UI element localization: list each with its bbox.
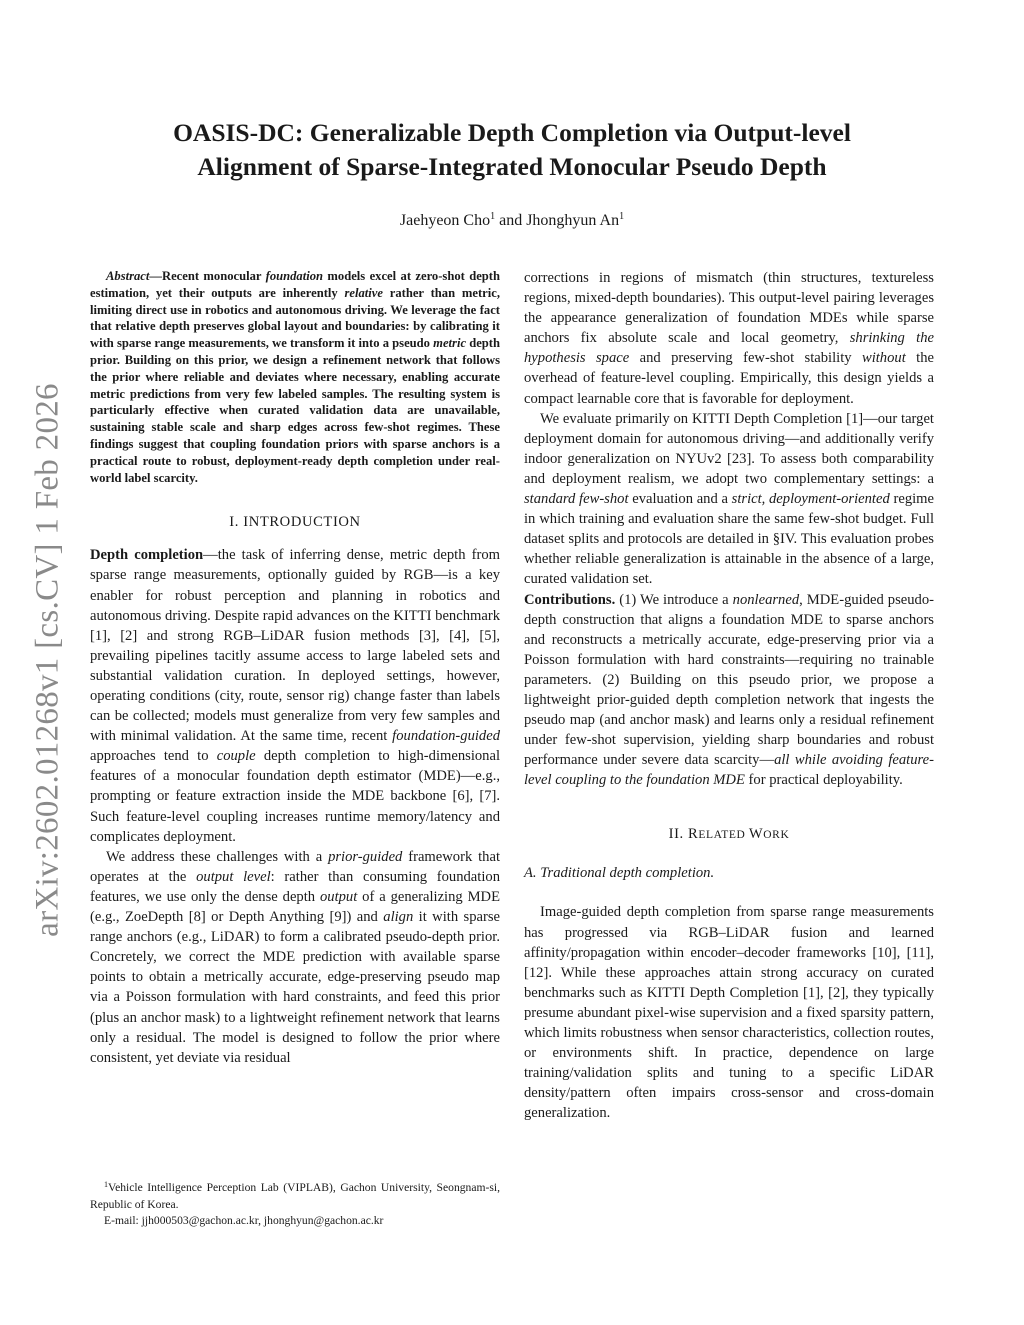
title-line-2: Alignment of Sparse-Integrated Monocular Pseudo Depth: [197, 152, 827, 181]
footnote: [90, 1180, 500, 1230]
emphasis: output level: [196, 868, 271, 885]
heading-part: ELATED: [698, 829, 749, 842]
heading-part: ORK: [763, 829, 790, 842]
footnote-text: Vehicle Intelligence Perception Lab (VIPLAB), Gachon University, Seongnam-si, Republic of Korea.: [90, 1181, 500, 1211]
author-conjunction: and: [495, 212, 527, 229]
paragraph-text: , MDE-guided pseudo-depth construction that aligns a foundation MDE to sparse anchors and reconstructs a metrically accurate, edge-preserving prior via a Poisson formulation with hard constraints—requiring no trainable parameters. (2) Building on this pseudo prior, we propose a lightweight prior-guided depth completion network that ingests the pseudo map (and anchor mask) and learns only a residual refinement under few-shot supervision, yielding sharp boundaries and robust performance under severe data scarcity—: [524, 591, 934, 769]
section-heading-introduction: I. INTRODUCTION: [229, 514, 361, 531]
heading-part: R: [688, 826, 699, 843]
paragraph-text: (1) We introduce a: [615, 591, 733, 608]
emphasis: strict, deployment-oriented: [731, 491, 890, 508]
contributions-paragraph: [524, 590, 934, 791]
heading-part: II.: [668, 826, 689, 843]
inline-heading: Contributions.: [524, 591, 616, 608]
affiliation-mark: 1: [619, 211, 625, 222]
paragraph-text: —the task of inferring dense, metric depth from sparse range measurements, optionally guided by RGB—is a key enabler for robust perception and planning in robotics and autonomous driving. Despite rapid advances on the KITTI benchmark [1], [2] and strong RGB–LiDAR fusion methods [3], [4], [5], prevailing pipelines tacitly assume access to large labeled sets and substantial validation curation. In deployed settings, however, operating conditions (city, route, sensor rig) change faster than labels can be collected; models must generalize from very few samples and with minimal validation. At the same time, recent: [90, 547, 500, 745]
paragraph-text: and preserving few-shot stability: [629, 350, 862, 367]
author-list: [100, 210, 924, 232]
author-name: Jaehyeon Cho: [399, 212, 491, 229]
paragraph-text: approaches tend to: [90, 748, 217, 765]
footnote-affiliation: [90, 1180, 500, 1213]
paragraph-text: evaluation and a: [628, 491, 732, 508]
emphasis: shrinking the hypothesis space: [524, 330, 934, 367]
author-name: Jhonghyun An: [526, 212, 620, 229]
emphasis: all while avoiding feature-level coupling to the foundation MDE: [524, 752, 934, 789]
paragraph-text: depth completion to high-dimensional features of a monocular foundation depth estimator (MDE)—e.g., prompting or feature extraction inside the MDE backbone [6], [7]. Such feature-level coupling increases runtime memory/latency and complicates deployment.: [90, 748, 500, 845]
paragraph-text: it with sparse range anchors (e.g., LiDAR) to form a calibrated pseudo-depth prior. Concretely, we correct the MDE prediction with available sparse points to obtain a metrically accurate, edge-preserving pseudo map via a Poisson formulation with hard constraints, and feed this prior (plus an anchor mask) to a lightweight refinement network that learns only a residual. The model is designed to follow the prior where consistent, yet deviate via residual: [90, 909, 500, 1066]
title-line-1: OASIS-DC: Generalizable Depth Completion via Output-level: [173, 118, 851, 147]
emphasis: align: [383, 909, 414, 926]
intro-paragraph-2-continued: [524, 268, 934, 409]
arxiv-identifier: arXiv:2602.01268v1 [cs.CV] 1 Feb 2026: [29, 383, 66, 937]
intro-paragraph-2: [90, 847, 500, 1068]
paper-title: [100, 116, 924, 184]
paragraph-text: regime in which training and evaluation share the same few-shot budget. Full dataset splits and protocols are detailed in §IV. This evaluation probes whether reliable generalization is attainable in the absence of a large, curated validation set.: [524, 491, 934, 588]
paragraph-text: framework that operates at the: [90, 848, 500, 885]
paragraph-text: : rather than consuming foundation features, we use only the dense depth: [90, 868, 500, 905]
right-column: [524, 268, 934, 1123]
abstract-label: Abstract: [106, 269, 150, 283]
footnote-email: E-mail: jjh000503@gachon.ac.kr, jhonghyun@gachon.ac.kr: [104, 1214, 384, 1228]
abstract-emphasis: foundation: [265, 269, 324, 283]
subsection-heading: A. Traditional depth completion.: [524, 865, 715, 882]
intro-paragraph-3: [524, 409, 934, 590]
affiliation-mark: 1: [490, 211, 496, 222]
emphasis: couple: [216, 748, 256, 765]
paragraph-text: the overhead of feature-level coupling. Empirically, this design yields a compact learnable core that is favorable for deployment.: [524, 350, 934, 407]
paragraph-text: corrections in regions of mismatch (thin structures, textureless regions, mixed-depth boundaries). This output-level pairing leverages the appearance generalization of foundation MDEs while sparse anchors fix absolute scale and local geometry,: [524, 270, 934, 347]
abstract-emphasis: relative: [344, 285, 383, 300]
abstract-text: depth prior. Building on this prior, we design a refinement network that follows the prior where reliable and deviates where necessary, enabling accurate metric predictions from very few labeled samples. The resulting system is particularly effective when curated validation data are unavailable, sustaining stable scale and sharp edges across few-shot regimes. These findings suggest that coupling foundation priors with sparse anchors is a practical route to robust, deployment-ready depth completion under real-world label scarcity.: [90, 336, 500, 485]
footnote-mark: 1: [104, 1180, 108, 1189]
paragraph-text: for practical deployability.: [744, 772, 903, 789]
left-column: [90, 268, 500, 1068]
emphasis: prior-guided: [328, 848, 403, 865]
abstract-emphasis: metric: [433, 336, 467, 351]
paragraph-text: We address these challenges with a: [106, 848, 329, 865]
abstract-text: rather than metric, limiting direct use in robotics and autonomous driving. We leverage the fact that relative depth preserves global layout and boundaries: by calibrating it with sparse range measurements, we transform it into a pseudo: [90, 285, 500, 351]
paragraph-text: We evaluate primarily on KITTI Depth Completion [1]—our target deployment domain for autonomous driving—and additionally verify indoor generalization on NYUv2 [23]. To assess both comparability and deployment realism, we adopt two complementary settings: a: [524, 410, 934, 487]
emphasis: output: [319, 888, 358, 905]
intro-paragraph-1: [90, 545, 500, 846]
abstract-dash: —: [149, 269, 162, 283]
section-heading-related-work: [524, 826, 934, 843]
emphasis: nonlearned: [732, 591, 800, 608]
heading-part: W: [748, 826, 764, 843]
abstract-text: Recent monocular: [161, 269, 266, 283]
emphasis: standard few-shot: [524, 491, 629, 508]
inline-heading: Depth completion: [90, 547, 204, 564]
emphasis: foundation-guided: [392, 728, 500, 745]
abstract: [90, 268, 500, 486]
paragraph-text: of a generalizing MDE (e.g., ZoeDepth [8] or Depth Anything [9]) and: [90, 888, 501, 926]
abstract-text: models excel at zero-shot depth estimation, yet their outputs are inherently: [90, 269, 500, 300]
emphasis: without: [861, 350, 906, 367]
related-paragraph-1: Image-guided depth completion from sparse range measurements has progressed via RGB–LiDAR fusion and learned affinity/propagation within encoder–decoder frameworks [10], [11], [12]. While these approaches attain strong accuracy on curated benchmarks such as KITTI Depth Completion [1], [2], they typically presume abundant pixel-wise supervision and a fixed sparsity pattern, which limits robustness when sensor characteristics, collection routes, or environments shift. In practice, dependence on large training/validation splits and tuning to a specific LiDAR density/pattern often impairs cross-sensor and cross-domain generalization.: [524, 904, 934, 1122]
